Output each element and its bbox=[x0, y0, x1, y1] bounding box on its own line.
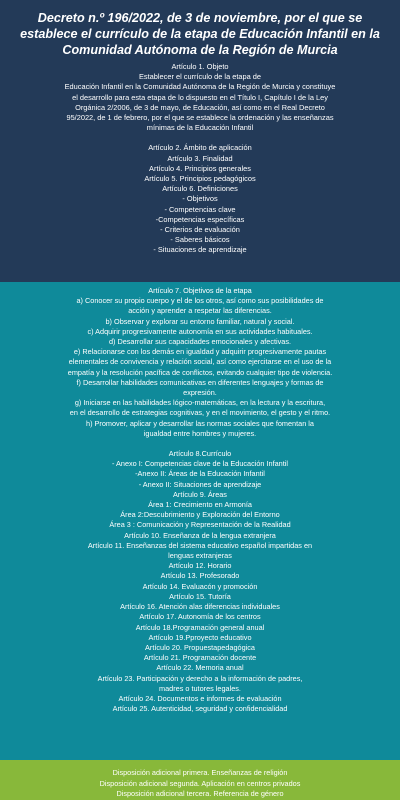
curriculum-line: Área 1: Crecimiento en Armonía bbox=[148, 500, 252, 510]
definition-item: - Saberes básicos bbox=[170, 235, 230, 245]
objective-line: igualdad entre hombres y mujeres. bbox=[143, 428, 257, 438]
section-header-objeto bbox=[0, 0, 400, 282]
objective-line: d) Desarrollar sus capacidades emocionales y afectivas. bbox=[108, 337, 292, 347]
article-line: Artículo 3. Finalidad bbox=[167, 153, 233, 163]
article-line: el desarrollo para esta etapa de lo dispuesto en el Título I, Capítulo I de la Ley bbox=[72, 92, 328, 102]
objective-line: empatía y la resolución pacífica de conflictos, evitando cualquier tipo de violencia. bbox=[67, 367, 333, 377]
definition-item: -Competencias específicas bbox=[155, 214, 245, 224]
curriculum-block bbox=[12, 449, 388, 714]
provision-line: Disposición adicional segunda. Aplicación en centros privados bbox=[99, 778, 301, 788]
title-line: Decreto n.º 196/2022, de 3 de noviembre, por el que se bbox=[37, 11, 363, 25]
curriculum-line: Artículo 21. Programación docente bbox=[143, 653, 257, 663]
article-line: Artículo 1. Objeto bbox=[171, 62, 229, 71]
curriculum-line: Artículo 9. Áreas bbox=[173, 489, 227, 499]
objective-line: h) Promover, aplicar y desarrollar las normas sociales que fomentan la bbox=[86, 418, 314, 428]
document-title bbox=[10, 10, 390, 58]
curriculum-line: Artículo 16. Atención alas diferencias individuales bbox=[120, 602, 280, 612]
objective-line: f) Desarrollar habilidades comunicativas en diferentes lenguajes y formas de bbox=[76, 377, 324, 387]
objectives-block bbox=[12, 286, 388, 439]
provision-line: Disposición adicional primera. Enseñanzas de religión bbox=[112, 768, 288, 777]
section-additional-provisions bbox=[0, 760, 400, 800]
article-line: Educación Infantil en la Comunidad Autónoma de la Región de Murcia y constituye bbox=[64, 82, 336, 92]
title-line: establece el currículo de la etapa de Educación Infantil en la bbox=[20, 27, 380, 41]
article-line: 95/2022, de 1 de febrero, por el que se establece la ordenación y las enseñanzas bbox=[66, 113, 334, 123]
definition-item: - Situaciones de aprendizaje bbox=[153, 245, 247, 255]
article-line: Artículo 5. Principios pedagógicos bbox=[144, 174, 256, 184]
section-objectives-curriculum bbox=[0, 282, 400, 760]
articles-2-6-block bbox=[10, 143, 390, 255]
curriculum-line: Artículo 18.Programación general anual bbox=[135, 622, 265, 632]
objective-line: c) Adquirir progresivamente autonomía en sus actividades habituales. bbox=[87, 326, 313, 336]
curriculum-line: Artículo 25. Autenticidad, seguridad y confidencialidad bbox=[112, 704, 288, 714]
curriculum-line: Artículo 13. Profesorado bbox=[160, 571, 240, 581]
article-line: Artículo 2. Ámbito de aplicación bbox=[148, 143, 252, 153]
objective-line: en el desarrollo de estrategias cognitivas, y en el movimiento, el gesto y el ritmo. bbox=[69, 408, 331, 418]
objective-line: elementales de convivencia y relación social, así como ejercitarse en el uso de la bbox=[68, 357, 332, 367]
curriculum-line: Área 2:Descubrimiento y Exploración del Entorno bbox=[120, 510, 280, 520]
curriculum-line: madres o tutores legales. bbox=[159, 683, 241, 693]
objective-line: expresión. bbox=[183, 388, 217, 398]
curriculum-line: Artículo 15. Tutoría bbox=[169, 591, 231, 601]
curriculum-line: Artículo 8.Currículo bbox=[168, 449, 232, 459]
curriculum-line: Artículo 17. Autonomía de los centros bbox=[139, 612, 261, 622]
curriculum-line: Artículo 12. Horario bbox=[168, 561, 232, 571]
curriculum-line: Artículo 14. Evaluacón y promoción bbox=[142, 581, 258, 591]
objective-line: b) Observar y explorar su entorno familiar, natural y social. bbox=[105, 316, 295, 326]
definition-item: - Competencias clave bbox=[164, 204, 236, 214]
curriculum-line: Área 3 : Comunicación y Representación de la Realidad bbox=[109, 520, 291, 530]
curriculum-line: Artículo 19.Pproyecto educativo bbox=[148, 632, 252, 642]
curriculum-line: Artículo 11. Enseñanzas del sistema educativo español impartidas en bbox=[87, 540, 313, 550]
curriculum-line: Artículo 20. Propuestapedagógica bbox=[145, 642, 255, 652]
curriculum-line: - Anexo I: Competencias clave de la Educación Infantil bbox=[111, 459, 289, 469]
curriculum-line: lenguas extranjeras bbox=[168, 551, 232, 561]
provision-line: Disposición adicional tercera. Referencia de género bbox=[116, 789, 284, 799]
title-line: Comunidad Autónoma de la Región de Murcia bbox=[62, 43, 338, 57]
curriculum-line: -Anexo II: Áreas de la Educación Infantil bbox=[135, 469, 265, 479]
objective-line: Artículo 7. Objetivos de la etapa bbox=[148, 286, 252, 295]
definition-item: - Objetivos bbox=[182, 194, 218, 204]
definition-item: - Criterios de evaluación bbox=[160, 225, 240, 235]
article-line: Establecer el currículo de la etapa de bbox=[138, 72, 262, 82]
article-line: mínimas de la Educación Infantil bbox=[146, 123, 254, 133]
curriculum-line: Artículo 23. Participación y derecho a la información de padres, bbox=[97, 673, 303, 683]
article-line: Orgánica 2/2006, de 3 de mayo, de Educación, así como en el Real Decreto bbox=[75, 102, 325, 112]
objective-line: a) Conocer su propio cuerpo y el de los otros, así como sus posibilidades de bbox=[76, 296, 324, 306]
curriculum-line: Artículo 22. Memoria anual bbox=[156, 663, 244, 673]
article-1-block bbox=[10, 62, 390, 133]
curriculum-line: Artículo 10. Enseñanza de la lengua extranjera bbox=[124, 530, 276, 540]
objective-line: acción y aprender a respetar las diferencias. bbox=[128, 306, 272, 316]
article-line: Artículo 4. Principios generales bbox=[149, 163, 251, 173]
objective-line: e) Relacionarse con los demás en igualdad y adquirir progresivamente pautas bbox=[73, 347, 327, 357]
curriculum-line: Artículo 24. Documentos e informes de evaluación bbox=[118, 693, 282, 703]
objective-line: g) Iniciarse en las habilidades lógico-matemáticas, en la lectura y la escritura, bbox=[74, 398, 326, 408]
curriculum-line: - Anexo II: Situaciones de aprendizaje bbox=[138, 479, 262, 489]
article-line: Artículo 6. Definiciones bbox=[162, 184, 238, 194]
